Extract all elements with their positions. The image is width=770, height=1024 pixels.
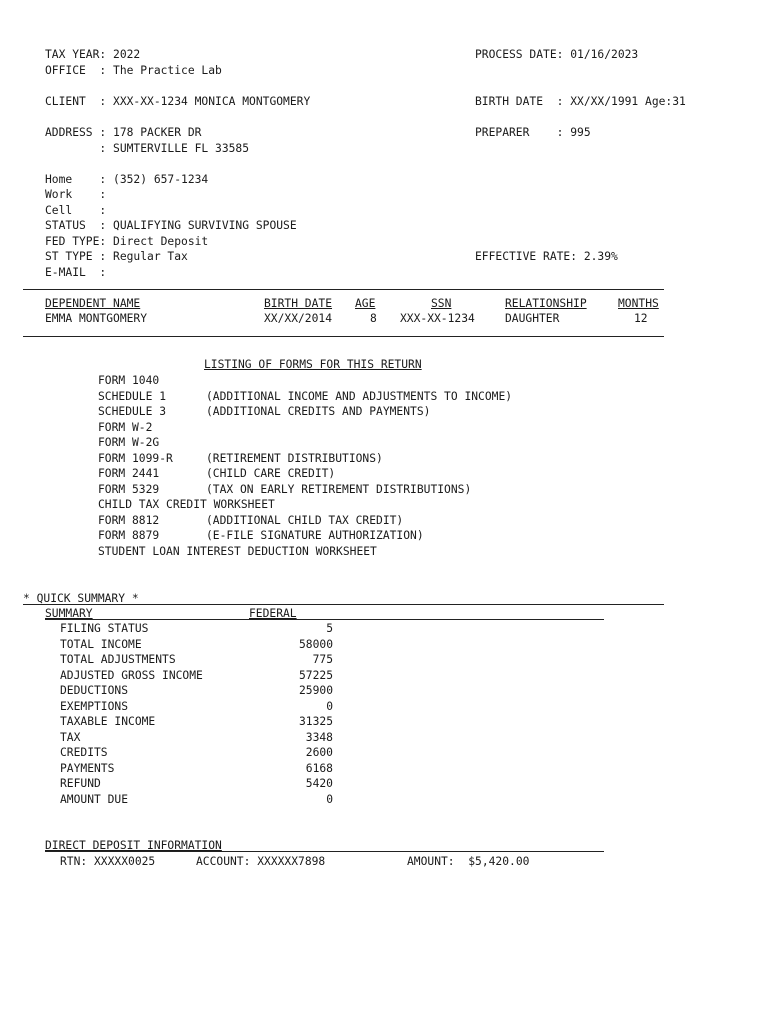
summary-row-label: ADJUSTED GROSS INCOME — [60, 668, 203, 682]
st-type: ST TYPE : Regular Tax — [45, 250, 188, 263]
summary-row-label: REFUND — [60, 777, 101, 790]
form-description: (TAX ON EARLY RETIREMENT DISTRIBUTIONS) — [206, 482, 472, 496]
direct-deposit-rtn: RTN: XXXXX0025 — [60, 855, 156, 868]
form-description: (CHILD CARE CREDIT) — [206, 467, 336, 480]
fed-type: FED TYPE: Direct Deposit — [45, 235, 209, 248]
summary-col-label: SUMMARY — [45, 607, 93, 620]
effective-rate: EFFECTIVE RATE: 2.39% — [475, 250, 618, 263]
form-name: FORM 1099-R — [98, 451, 173, 465]
summary-row-value: 0 — [326, 699, 333, 713]
dependent-ssn: XXX-XX-1234 — [400, 312, 475, 325]
form-name: STUDENT LOAN INTEREST DEDUCTION WORKSHEET — [98, 544, 377, 558]
summary-row-label: DEDUCTIONS — [60, 684, 129, 697]
forms-title: LISTING OF FORMS FOR THIS RETURN — [204, 358, 422, 371]
summary-row-value: 2600 — [305, 746, 333, 759]
form-name: FORM 1040 — [98, 374, 160, 387]
summary-row-value: 31325 — [298, 715, 333, 728]
filing-status: STATUS : QUALIFYING SURVIVING SPOUSE — [45, 219, 297, 232]
form-name: SCHEDULE 3 — [98, 405, 167, 418]
work-phone: Work : — [45, 188, 107, 201]
form-name: FORM 8879 — [98, 529, 160, 542]
form-name: SCHEDULE 1 — [98, 389, 167, 403]
cell-phone: Cell : — [45, 204, 107, 217]
direct-deposit-rule — [45, 851, 604, 852]
summary-row-value: 57225 — [298, 668, 333, 682]
dependents-header-months: MONTHS — [618, 297, 659, 310]
divider-bottom — [23, 336, 664, 337]
form-name: FORM 5329 — [98, 482, 160, 496]
direct-deposit-account: ACCOUNT: XXXXXX7898 — [196, 855, 326, 868]
form-name: CHILD TAX CREDIT WORKSHEET — [98, 498, 275, 511]
summary-row-label: TOTAL ADJUSTMENTS — [60, 653, 176, 666]
summary-title: * QUICK SUMMARY * — [23, 592, 139, 605]
address-line-1: ADDRESS : 178 PACKER DR — [45, 126, 202, 139]
summary-row-label: TAX — [60, 730, 81, 744]
divider-top — [23, 289, 664, 290]
form-description: (E-FILE SIGNATURE AUTHORIZATION) — [206, 529, 424, 542]
dependent-name: EMMA MONTGOMERY — [45, 312, 148, 325]
summary-row-label: CREDITS — [60, 746, 108, 759]
office: OFFICE : The Practice Lab — [45, 64, 222, 77]
direct-deposit-title: DIRECT DEPOSIT INFORMATION — [45, 839, 222, 852]
address-line-2: : SUMTERVILLE FL 33585 — [45, 142, 250, 155]
dependent-relationship: DAUGHTER — [505, 312, 560, 325]
dependents-header-birth: BIRTH DATE — [264, 297, 333, 310]
dependents-header-age: AGE — [355, 297, 376, 310]
home-phone: Home : (352) 657-1234 — [45, 173, 209, 186]
summary-row-label: TOTAL INCOME — [60, 637, 142, 651]
summary-col-federal: FEDERAL — [249, 607, 297, 620]
summary-row-value: 0 — [326, 792, 333, 806]
summary-row-value: 5 — [326, 622, 333, 635]
tax-year: TAX YEAR: 2022 — [45, 48, 141, 61]
summary-row-label: TAXABLE INCOME — [60, 715, 156, 728]
process-date: PROCESS DATE: 01/16/2023 — [475, 48, 639, 61]
summary-row-label: AMOUNT DUE — [60, 792, 129, 806]
dependent-birth-date: XX/XX/2014 — [264, 312, 333, 325]
summary-row-label: EXEMPTIONS — [60, 699, 129, 713]
form-name: FORM 2441 — [98, 467, 160, 480]
client: CLIENT : XXX-XX-1234 MONICA MONTGOMERY — [45, 95, 311, 108]
form-description: (ADDITIONAL CREDITS AND PAYMENTS) — [206, 405, 431, 418]
summary-row-value: 5420 — [305, 777, 333, 790]
summary-row-value: 775 — [312, 653, 333, 666]
summary-row-value: 6168 — [305, 761, 333, 775]
dependents-header-relationship: RELATIONSHIP — [505, 297, 587, 310]
email: E-MAIL : — [45, 266, 107, 279]
form-description: (ADDITIONAL CHILD TAX CREDIT) — [206, 513, 404, 527]
form-description: (ADDITIONAL INCOME AND ADJUSTMENTS TO INCOME) — [206, 389, 513, 403]
summary-row-value: 3348 — [305, 730, 333, 744]
dependent-age: 8 — [370, 312, 377, 325]
dependents-header-name: DEPENDENT NAME — [45, 297, 141, 310]
summary-header-rule — [45, 619, 604, 620]
dependents-header-ssn: SSN — [431, 297, 452, 310]
summary-row-value: 58000 — [298, 637, 333, 651]
direct-deposit-amount: AMOUNT: $5,420.00 — [407, 855, 530, 868]
form-name: FORM 8812 — [98, 513, 160, 527]
birth-date: BIRTH DATE : XX/XX/1991 Age:31 — [475, 95, 686, 108]
dependent-months: 12 — [634, 312, 648, 325]
form-description: (RETIREMENT DISTRIBUTIONS) — [206, 451, 383, 465]
summary-row-label: PAYMENTS — [60, 761, 115, 775]
preparer: PREPARER : 995 — [475, 126, 591, 139]
form-name: FORM W-2 — [98, 420, 153, 434]
form-name: FORM W-2G — [98, 436, 160, 449]
summary-rule — [23, 604, 664, 605]
summary-row-label: FILING STATUS — [60, 622, 149, 635]
summary-row-value: 25900 — [298, 684, 333, 697]
